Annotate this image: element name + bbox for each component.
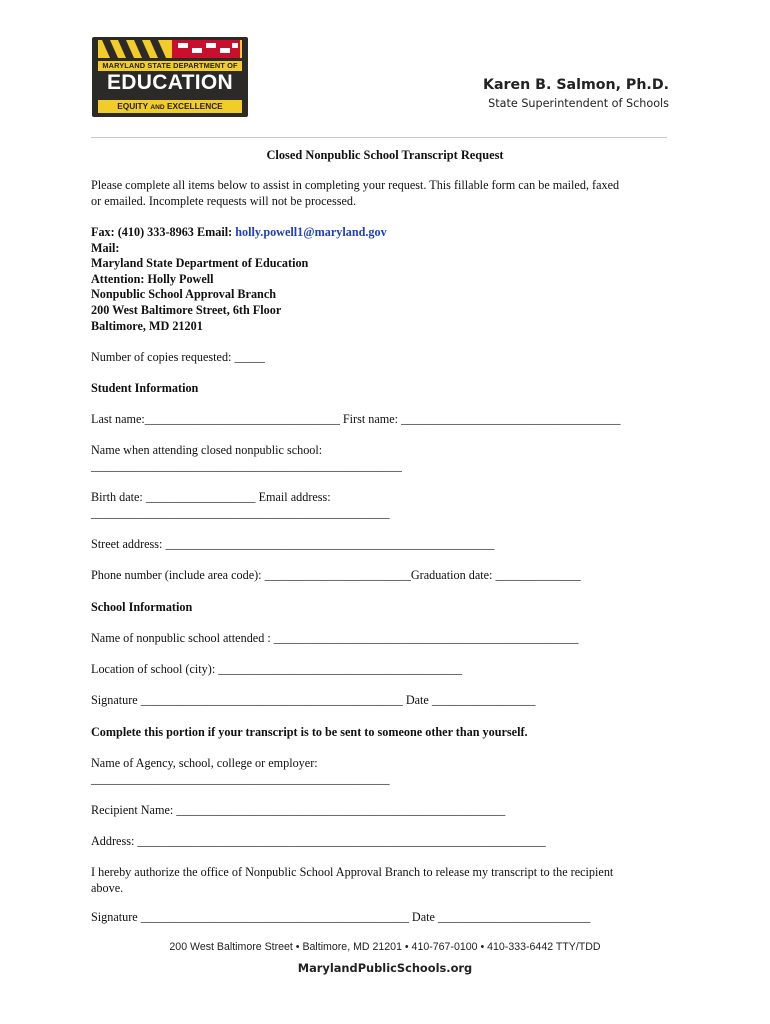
school-location-field[interactable]: Location of school (city): ________________________________________	[91, 662, 463, 676]
msde-logo	[92, 37, 248, 117]
intro-paragraph	[91, 178, 681, 209]
email-address-field[interactable]: _________________________________________________	[91, 506, 390, 520]
authorization-line-1: I hereby authorize the office of Nonpublic School Approval Branch to release my transcript to the recipient	[91, 865, 614, 879]
street-address-field[interactable]: Street address: ______________________________________________________	[91, 537, 495, 551]
copies-requested-field[interactable]: Number of copies requested: _____	[91, 350, 265, 364]
form-title: Closed Nonpublic School Transcript Request	[266, 148, 504, 162]
school-name-field[interactable]: Name of nonpublic school attended : __________________________________________________	[91, 631, 579, 645]
recipient-address-field[interactable]: Address: ___________________________________________________________________	[91, 834, 546, 848]
address-line: Attention: Holly Powell	[91, 271, 214, 286]
logo-tagline-word-1: EQUITY	[117, 101, 149, 111]
superintendent-name: Karen B. Salmon, Ph.D.	[482, 77, 669, 93]
maryland-flag-graphic	[92, 37, 248, 61]
authorization-paragraph	[91, 865, 681, 896]
address-line: Maryland State Department of Education	[91, 256, 309, 271]
third-party-heading: Complete this portion if your transcript is to be sent to someone other than yourself.	[91, 725, 528, 739]
attending-name-field[interactable]: ___________________________________________________	[91, 459, 402, 473]
logo-tagline-and: AND	[150, 104, 165, 111]
attending-name-label: Name when attending closed nonpublic school:	[91, 443, 323, 457]
intro-line-1: Please complete all items below to assist in completing your request. This fillable form can be mailed, faxed	[91, 178, 620, 192]
agency-field[interactable]: _________________________________________________	[91, 772, 390, 786]
intro-line-2: or emailed. Incomplete requests will not be processed.	[91, 193, 356, 208]
mail-label: Mail:	[91, 240, 120, 255]
fax-label: Fax: (410) 333-8963 Email:	[91, 225, 236, 239]
logo-tagline-word-2: EXCELLENCE	[166, 101, 223, 111]
footer-address: 200 West Baltimore Street • Baltimore, MD 21201 • 410-767-0100 • 410-333-6442 TTY/TDD	[169, 941, 601, 953]
agency-label: Name of Agency, school, college or employer:	[91, 756, 318, 770]
phone-graduation-field[interactable]: Phone number (include area code): ________________________Graduation date: ______________	[91, 568, 581, 582]
authorization-signature-field[interactable]: Signature ____________________________________________ Date _________________________	[91, 910, 591, 924]
superintendent-title: State Superintendent of Schools	[488, 97, 669, 110]
school-info-heading: School Information	[91, 600, 193, 614]
birth-date-field[interactable]: Birth date: __________________ Email address:	[91, 490, 331, 504]
signature-date-field[interactable]: Signature ___________________________________________ Date _________________	[91, 693, 536, 707]
name-field[interactable]: Last name:________________________________ First name: ____________________________________	[91, 412, 621, 426]
authorization-line-2: above.	[91, 880, 124, 895]
address-line: Baltimore, MD 21201	[91, 318, 203, 333]
address-line: Nonpublic School Approval Branch	[91, 287, 277, 302]
header-divider	[91, 137, 667, 138]
contact-block	[91, 225, 681, 334]
logo-main-text: EDUCATION	[107, 71, 233, 94]
fax-email-line	[91, 225, 681, 241]
recipient-name-field[interactable]: Recipient Name: ______________________________________________________	[91, 803, 506, 817]
address-line: 200 West Baltimore Street, 6th Floor	[91, 302, 282, 317]
email-link[interactable]: holly.powell1@maryland.gov	[235, 225, 387, 239]
student-info-heading: Student Information	[91, 381, 199, 395]
footer-website[interactable]: MarylandPublicSchools.org	[297, 961, 473, 975]
logo-top-text: MARYLAND STATE DEPARTMENT OF	[98, 61, 242, 71]
logo-tagline	[98, 100, 242, 113]
